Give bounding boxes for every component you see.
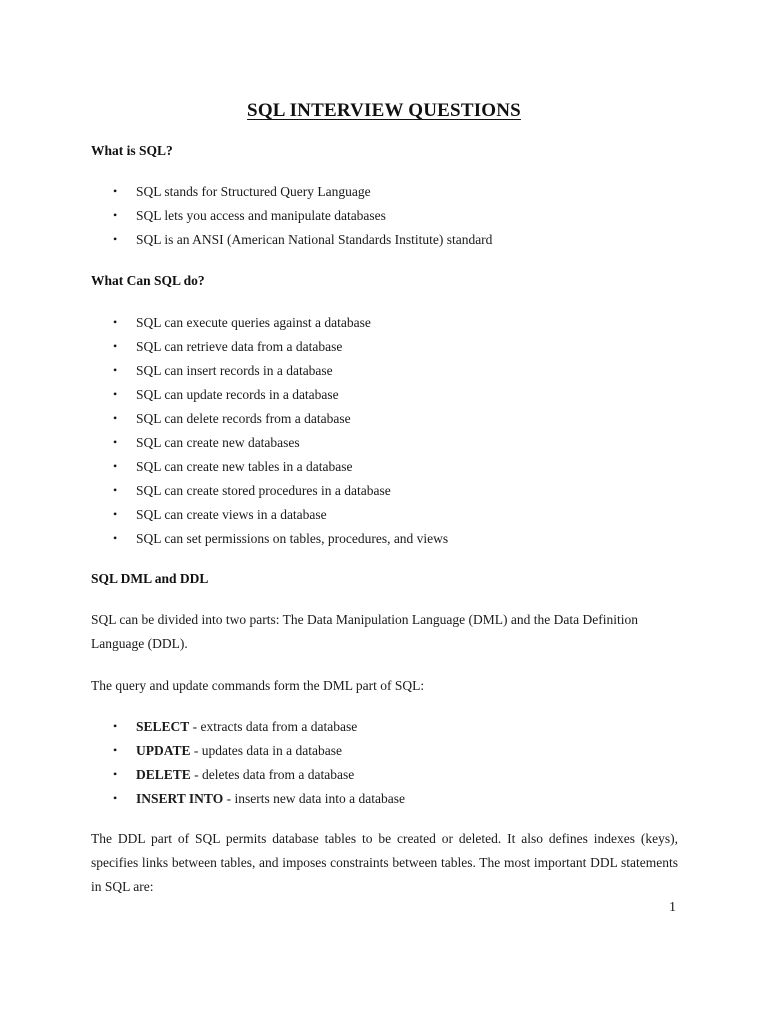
list-item-text: SQL is an ANSI (American National Standards Institute) standard bbox=[136, 232, 493, 247]
list-item bbox=[113, 718, 405, 742]
list-item bbox=[113, 458, 448, 482]
section-heading-what-can-sql-do: What Can SQL do? bbox=[91, 273, 205, 288]
bullet-icon: • bbox=[113, 184, 118, 198]
dml-intro-paragraph: The query and update commands form the DML part of SQL: bbox=[91, 678, 425, 693]
list-item-text: SQL can delete records from a database bbox=[136, 411, 351, 426]
what-is-sql-list bbox=[113, 183, 492, 255]
list-item bbox=[113, 362, 448, 386]
bullet-icon: • bbox=[113, 339, 118, 353]
list-item bbox=[113, 386, 448, 410]
list-item bbox=[113, 506, 448, 530]
list-item bbox=[113, 207, 492, 231]
list-item-text: SQL can update records in a database bbox=[136, 387, 339, 402]
list-item-text: - extracts data from a database bbox=[189, 719, 358, 734]
list-item-text: SQL can retrieve data from a database bbox=[136, 339, 343, 354]
list-item-text: SQL can insert records in a database bbox=[136, 363, 333, 378]
dml-commands-list bbox=[113, 718, 405, 814]
bullet-icon: • bbox=[113, 743, 118, 757]
list-item-text: SQL can create new tables in a database bbox=[136, 459, 353, 474]
bullet-icon: • bbox=[113, 767, 118, 781]
list-item-text: SQL lets you access and manipulate databases bbox=[136, 208, 386, 223]
keyword-update: UPDATE bbox=[136, 743, 191, 758]
list-item-text: - deletes data from a database bbox=[190, 767, 355, 782]
list-item bbox=[113, 434, 448, 458]
bullet-icon: • bbox=[113, 483, 118, 497]
bullet-icon: • bbox=[113, 208, 118, 222]
list-item bbox=[113, 790, 405, 814]
list-item-text: SQL can create stored procedures in a database bbox=[136, 483, 391, 498]
keyword-insert-into: INSERT INTO bbox=[136, 791, 224, 806]
dml-ddl-intro-paragraph: SQL can be divided into two parts: The Data Manipulation Language (DML) and the Data Definition Language (DDL). bbox=[91, 612, 638, 651]
list-item bbox=[113, 338, 448, 362]
list-item-text: SQL can set permissions on tables, procedures, and views bbox=[136, 531, 449, 546]
bullet-icon: • bbox=[113, 411, 118, 425]
bullet-icon: • bbox=[113, 459, 118, 473]
bullet-icon: • bbox=[113, 435, 118, 449]
list-item bbox=[113, 742, 405, 766]
list-item bbox=[113, 231, 492, 255]
list-item bbox=[113, 766, 405, 790]
section-heading-what-is-sql: What is SQL? bbox=[91, 143, 173, 158]
list-item bbox=[113, 482, 448, 506]
bullet-icon: • bbox=[113, 507, 118, 521]
bullet-icon: • bbox=[113, 387, 118, 401]
list-item bbox=[113, 183, 492, 207]
section-heading-sql-dml-and-ddl: SQL DML and DDL bbox=[91, 571, 209, 586]
bullet-icon: • bbox=[113, 363, 118, 377]
page-title: SQL INTERVIEW QUESTIONS bbox=[247, 100, 521, 121]
list-item-text: SQL stands for Structured Query Language bbox=[136, 184, 371, 199]
bullet-icon: • bbox=[113, 791, 118, 805]
keyword-select: SELECT bbox=[136, 719, 190, 734]
bullet-icon: • bbox=[113, 531, 118, 545]
list-item bbox=[113, 410, 448, 434]
bullet-icon: • bbox=[113, 315, 118, 329]
keyword-delete: DELETE bbox=[136, 767, 191, 782]
list-item-text: SQL can create new databases bbox=[136, 435, 300, 450]
list-item-text: - updates data in a database bbox=[190, 743, 342, 758]
bullet-icon: • bbox=[113, 719, 118, 733]
bullet-icon: • bbox=[113, 232, 118, 246]
what-can-sql-do-list bbox=[113, 314, 448, 554]
ddl-paragraph: The DDL part of SQL permits database tables to be created or deleted. It also defines indexes (keys), specifies links between tables, and imposes constraints between tables. The most important DDL statements in SQL are: bbox=[91, 831, 678, 894]
list-item bbox=[113, 314, 448, 338]
list-item-text: SQL can execute queries against a database bbox=[136, 315, 371, 330]
list-item bbox=[113, 530, 448, 554]
page-number: 1 bbox=[669, 900, 676, 915]
list-item-text: SQL can create views in a database bbox=[136, 507, 327, 522]
list-item-text: - inserts new data into a database bbox=[223, 791, 406, 806]
